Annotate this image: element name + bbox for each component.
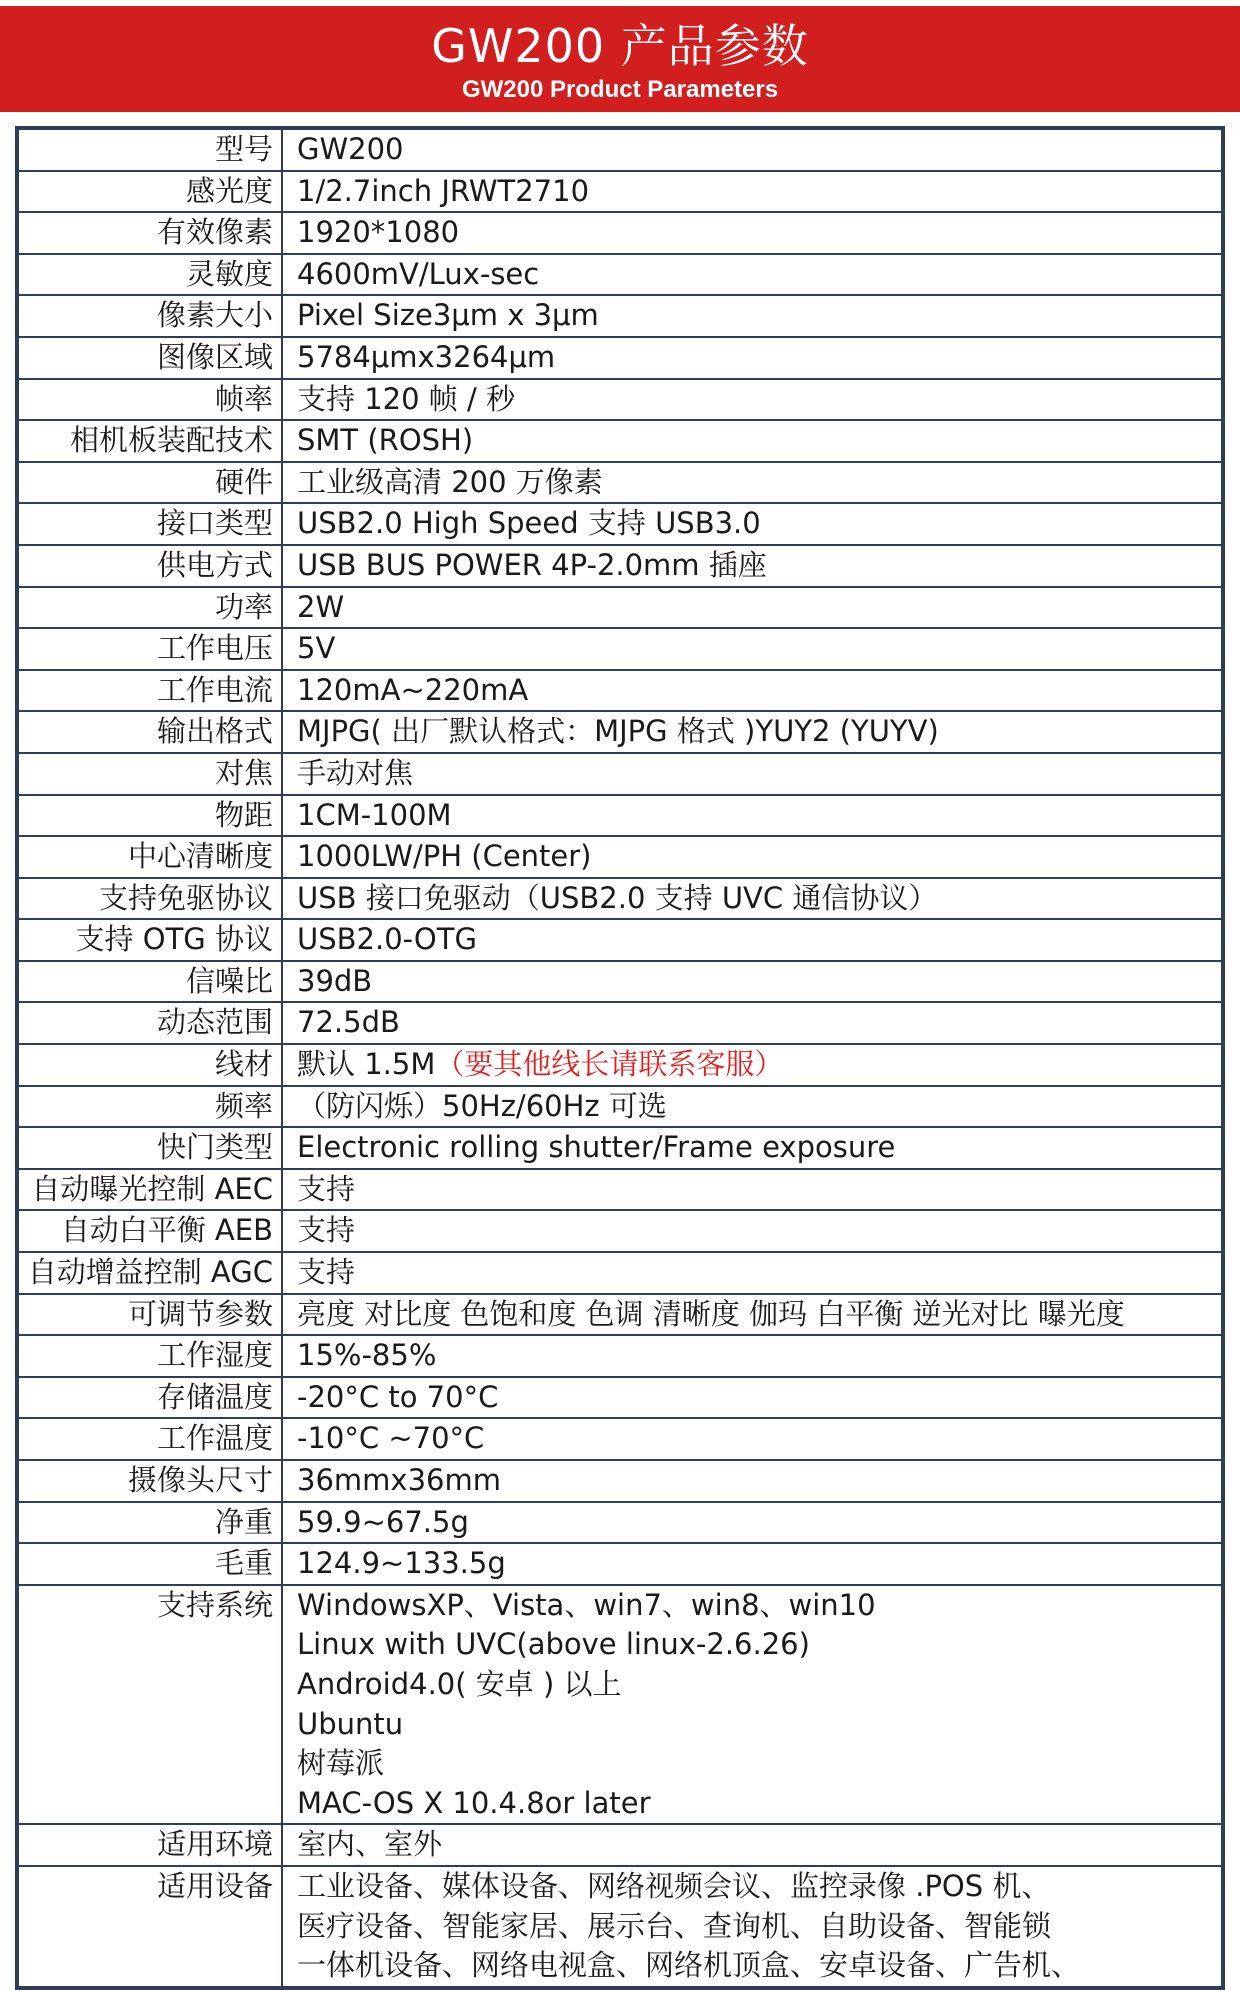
spec-row bbox=[17, 1377, 1223, 1419]
spec-row bbox=[17, 1002, 1223, 1044]
spec-row bbox=[17, 961, 1223, 1003]
spec-row bbox=[17, 1460, 1223, 1502]
page-subtitle: GW200 Product Parameters bbox=[461, 76, 779, 103]
spec-value: 工业级高清 200 万像素 bbox=[297, 464, 603, 499]
spec-note: （要其他线长请联系客服） bbox=[435, 1047, 784, 1082]
spec-table bbox=[15, 126, 1225, 1990]
spec-row bbox=[17, 379, 1223, 421]
spec-value-cell bbox=[282, 1543, 1223, 1585]
spec-value: GW200 bbox=[297, 132, 404, 166]
environment-key: 适用环境 bbox=[17, 1824, 282, 1866]
spec-value-cell bbox=[282, 628, 1223, 670]
spec-value-cell bbox=[282, 545, 1223, 587]
systems-line: Ubuntu bbox=[297, 1706, 404, 1741]
spec-key: 相机板装配技术 bbox=[17, 420, 282, 462]
spec-value-cell bbox=[282, 795, 1223, 837]
spec-value-cell bbox=[282, 670, 1223, 712]
spec-row bbox=[17, 1294, 1223, 1336]
spec-value-cell bbox=[282, 1502, 1223, 1544]
spec-row bbox=[17, 420, 1223, 462]
spec-value: 支持 bbox=[297, 1213, 356, 1248]
spec-value: 120mA~220mA bbox=[297, 672, 529, 707]
systems-line: WindowsXP、Vista、win7、win8、win10 bbox=[297, 1587, 876, 1622]
spec-value-cell bbox=[282, 711, 1223, 753]
spec-value-cell bbox=[282, 1086, 1223, 1128]
systems-line: 树莓派 bbox=[297, 1746, 385, 1781]
spec-key: 自动白平衡 AEB bbox=[17, 1210, 282, 1252]
systems-row bbox=[17, 1585, 1223, 1825]
systems-value-cell bbox=[282, 1585, 1223, 1825]
spec-key: 工作电流 bbox=[17, 670, 282, 712]
systems-line: Android4.0( 安卓 ) 以上 bbox=[297, 1666, 622, 1701]
environment-value: 室内、室外 bbox=[297, 1827, 443, 1862]
spec-key: 快门类型 bbox=[17, 1127, 282, 1169]
spec-key: 净重 bbox=[17, 1502, 282, 1544]
spec-key: 图像区域 bbox=[17, 337, 282, 379]
spec-row bbox=[17, 919, 1223, 961]
spec-value-cell bbox=[282, 1294, 1223, 1336]
spec-row bbox=[17, 1543, 1223, 1585]
spec-row bbox=[17, 711, 1223, 753]
spec-key: 硬件 bbox=[17, 462, 282, 504]
spec-key: 型号 bbox=[17, 128, 282, 171]
spec-key: 中心清晰度 bbox=[17, 836, 282, 878]
spec-value: 支持 bbox=[297, 1171, 356, 1206]
spec-key: 毛重 bbox=[17, 1543, 282, 1585]
spec-value-cell bbox=[282, 1418, 1223, 1460]
spec-row bbox=[17, 462, 1223, 504]
spec-value: 亮度 对比度 色饱和度 色调 清晰度 伽玛 白平衡 逆光对比 曝光度 bbox=[297, 1296, 1125, 1331]
environment-value-cell bbox=[282, 1824, 1223, 1866]
spec-value-cell bbox=[282, 1252, 1223, 1294]
spec-value-cell bbox=[282, 462, 1223, 504]
spec-row bbox=[17, 1502, 1223, 1544]
spec-row bbox=[17, 212, 1223, 254]
spec-key: 可调节参数 bbox=[17, 1294, 282, 1336]
spec-value-cell bbox=[282, 337, 1223, 379]
spec-row bbox=[17, 128, 1223, 171]
spec-value: 1CM-100M bbox=[297, 797, 452, 832]
spec-value-cell bbox=[282, 1002, 1223, 1044]
devices-line: 工业设备、媒体设备、网络视频会议、监控录像 .POS 机、 bbox=[297, 1868, 1051, 1903]
spec-value-cell bbox=[282, 1044, 1223, 1086]
spec-value: 手动对焦 bbox=[297, 755, 414, 790]
spec-value: 5784μmx3264μm bbox=[297, 339, 556, 374]
spec-row bbox=[17, 545, 1223, 587]
spec-value: 36mmx36mm bbox=[297, 1463, 501, 1497]
spec-row bbox=[17, 628, 1223, 670]
spec-value: 5V bbox=[297, 631, 336, 666]
spec-value-cell bbox=[282, 1460, 1223, 1502]
spec-row bbox=[17, 1210, 1223, 1252]
spec-row bbox=[17, 587, 1223, 629]
spec-value: 4600mV/Lux-sec bbox=[297, 256, 540, 291]
spec-key: 物距 bbox=[17, 795, 282, 837]
spec-value-cell bbox=[282, 254, 1223, 296]
spec-value-cell bbox=[282, 503, 1223, 545]
spec-key: 频率 bbox=[17, 1086, 282, 1128]
page-title: GW200 产品参数 bbox=[431, 19, 809, 73]
spec-key: 支持 OTG 协议 bbox=[17, 919, 282, 961]
spec-value: -20°C to 70°C bbox=[297, 1379, 499, 1414]
spec-row bbox=[17, 836, 1223, 878]
spec-value: 15%-85% bbox=[297, 1338, 437, 1373]
spec-row bbox=[17, 295, 1223, 337]
systems-line: Linux with UVC(above linux-2.6.26) bbox=[297, 1627, 810, 1662]
spec-value-cell bbox=[282, 1335, 1223, 1377]
devices-value-cell bbox=[282, 1866, 1223, 1988]
spec-value: 支持 bbox=[297, 1255, 356, 1290]
spec-value: 2W bbox=[297, 589, 345, 624]
spec-key: 工作湿度 bbox=[17, 1335, 282, 1377]
spec-key: 灵敏度 bbox=[17, 254, 282, 296]
spec-table-body bbox=[17, 128, 1223, 1988]
devices-row bbox=[17, 1866, 1223, 1988]
spec-value: Pixel Size3μm x 3μm bbox=[297, 298, 599, 333]
spec-value: USB BUS POWER 4P-2.0mm 插座 bbox=[297, 547, 767, 582]
spec-value-cell bbox=[282, 753, 1223, 795]
spec-row bbox=[17, 1169, 1223, 1211]
systems-key: 支持系统 bbox=[17, 1585, 282, 1825]
spec-value-cell bbox=[282, 171, 1223, 213]
spec-key: 功率 bbox=[17, 587, 282, 629]
spec-key: 信噪比 bbox=[17, 961, 282, 1003]
spec-key: 存储温度 bbox=[17, 1377, 282, 1419]
spec-value: （防闪烁）50Hz/60Hz 可选 bbox=[297, 1088, 667, 1123]
spec-value-cell bbox=[282, 919, 1223, 961]
spec-value: 默认 1.5M bbox=[297, 1047, 436, 1082]
spec-value-cell bbox=[282, 836, 1223, 878]
environment-row bbox=[17, 1824, 1223, 1866]
spec-key: 接口类型 bbox=[17, 503, 282, 545]
spec-value: 1920*1080 bbox=[297, 215, 460, 250]
spec-key: 摄像头尺寸 bbox=[17, 1460, 282, 1502]
spec-row bbox=[17, 753, 1223, 795]
spec-value: USB2.0-OTG bbox=[297, 922, 477, 957]
spec-key: 感光度 bbox=[17, 171, 282, 213]
spec-value: 72.5dB bbox=[297, 1005, 400, 1040]
spec-row bbox=[17, 878, 1223, 920]
spec-value-cell bbox=[282, 1377, 1223, 1419]
spec-row bbox=[17, 503, 1223, 545]
spec-row bbox=[17, 1335, 1223, 1377]
spec-value-cell bbox=[282, 1169, 1223, 1211]
spec-key: 自动增益控制 AGC bbox=[17, 1252, 282, 1294]
spec-value: USB2.0 High Speed 支持 USB3.0 bbox=[297, 506, 761, 541]
spec-value: Electronic rolling shutter/Frame exposure bbox=[297, 1130, 896, 1165]
spec-value: -10°C ~70°C bbox=[297, 1421, 485, 1456]
spec-value-cell bbox=[282, 212, 1223, 254]
spec-value: USB 接口免驱动（USB2.0 支持 UVC 通信协议） bbox=[297, 880, 938, 915]
spec-key: 帧率 bbox=[17, 379, 282, 421]
header-banner bbox=[0, 6, 1240, 112]
spec-row bbox=[17, 1086, 1223, 1128]
spec-row bbox=[17, 670, 1223, 712]
spec-row bbox=[17, 171, 1223, 213]
systems-line: MAC-OS X 10.4.8or later bbox=[297, 1785, 651, 1820]
spec-value: 59.9~67.5g bbox=[297, 1504, 469, 1539]
spec-value-cell bbox=[282, 1127, 1223, 1169]
spec-row bbox=[17, 1418, 1223, 1460]
devices-key: 适用设备 bbox=[17, 1866, 282, 1988]
spec-value: MJPG( 出厂默认格式：MJPG 格式 )YUY2 (YUYV) bbox=[297, 714, 939, 749]
spec-key: 线材 bbox=[17, 1044, 282, 1086]
spec-key: 有效像素 bbox=[17, 212, 282, 254]
spec-row bbox=[17, 337, 1223, 379]
spec-row bbox=[17, 1044, 1223, 1086]
spec-value: 124.9~133.5g bbox=[297, 1546, 506, 1581]
spec-value: 1/2.7inch JRWT2710 bbox=[297, 173, 590, 208]
spec-value: 39dB bbox=[297, 963, 373, 998]
spec-value-cell bbox=[282, 878, 1223, 920]
spec-row bbox=[17, 1252, 1223, 1294]
spec-value: 支持 120 帧 / 秒 bbox=[297, 381, 515, 416]
spec-value: 1000LW/PH (Center) bbox=[297, 839, 592, 874]
spec-key: 支持免驱协议 bbox=[17, 878, 282, 920]
spec-value: SMT (ROSH) bbox=[297, 423, 474, 458]
spec-value-cell bbox=[282, 1210, 1223, 1252]
spec-value-cell bbox=[282, 295, 1223, 337]
spec-value-cell bbox=[282, 379, 1223, 421]
spec-row bbox=[17, 1127, 1223, 1169]
spec-row bbox=[17, 795, 1223, 837]
devices-line: 一体机设备、网络电视盒、网络机顶盒、安卓设备、广告机、 bbox=[297, 1948, 1081, 1983]
spec-value-cell bbox=[282, 420, 1223, 462]
devices-line: 医疗设备、智能家居、展示台、查询机、自助设备、智能锁 bbox=[297, 1908, 1052, 1943]
spec-key: 动态范围 bbox=[17, 1002, 282, 1044]
spec-value-cell bbox=[282, 961, 1223, 1003]
spec-key: 对焦 bbox=[17, 753, 282, 795]
spec-key: 像素大小 bbox=[17, 295, 282, 337]
spec-row bbox=[17, 254, 1223, 296]
spec-value-cell bbox=[282, 587, 1223, 629]
spec-key: 自动曝光控制 AEC bbox=[17, 1169, 282, 1211]
spec-key: 工作电压 bbox=[17, 628, 282, 670]
spec-key: 供电方式 bbox=[17, 545, 282, 587]
spec-key: 输出格式 bbox=[17, 711, 282, 753]
spec-key: 工作温度 bbox=[17, 1418, 282, 1460]
spec-value-cell bbox=[282, 128, 1223, 171]
